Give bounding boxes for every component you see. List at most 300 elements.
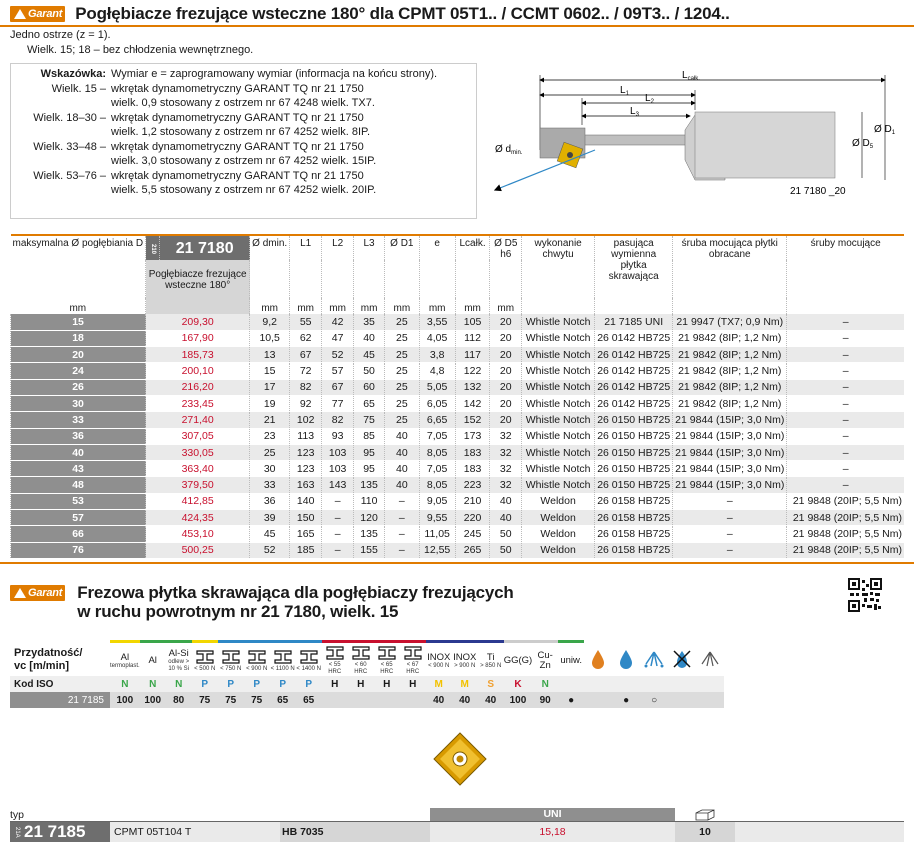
table-cell: 36: [250, 493, 290, 509]
cutting-speed: 40: [478, 692, 504, 708]
table-cell: Whistle Notch: [522, 395, 595, 411]
table-cell: –: [322, 526, 354, 542]
article-number[interactable]: 21 7185: [24, 822, 86, 841]
table-cell: 45: [354, 347, 385, 363]
table-cell: –: [787, 395, 904, 411]
iso-code: P: [192, 676, 218, 692]
steel-profile-icon: [403, 646, 423, 660]
material-spec: > 850 N: [480, 662, 502, 669]
table-cell: 132: [455, 379, 490, 395]
material-table: [10, 640, 724, 708]
table-cell: –: [385, 493, 420, 509]
table-cell: 50: [490, 542, 522, 558]
table-cell: –: [787, 314, 904, 330]
table-cell: 26 0150 HB725: [595, 461, 673, 477]
table-cell: 39: [250, 510, 290, 526]
iso-code: P: [218, 676, 244, 692]
table-cell: Whistle Notch: [522, 363, 595, 379]
coolant-column: [640, 642, 668, 677]
table-cell: 13: [250, 347, 290, 363]
table-row: [11, 444, 905, 460]
table-cell: 21 9842 (8IP; 1,2 Nm): [673, 379, 787, 395]
iso-code: H: [374, 676, 400, 692]
table-cell: –: [673, 510, 787, 526]
table-cell: 120: [354, 510, 385, 526]
table-cell: 32: [490, 444, 522, 460]
table-cell: Whistle Notch: [522, 314, 595, 330]
table-cell: 26 0150 HB725: [595, 428, 673, 444]
table-cell: 20: [490, 412, 522, 428]
table-cell: 26 0150 HB725: [595, 477, 673, 493]
table-cell: 85: [354, 428, 385, 444]
diameter-cell: 20: [11, 347, 146, 363]
note-key: Wielk. 33–48 –: [33, 140, 106, 153]
iso-code: S: [478, 676, 504, 692]
table-cell: –: [673, 542, 787, 558]
iso-code: N: [110, 676, 140, 692]
table-cell: 20: [490, 347, 522, 363]
material-column: [166, 642, 192, 677]
qr-code-icon[interactable]: [848, 578, 882, 612]
note-key: Wielk. 53–76 –: [33, 169, 106, 182]
table-cell: 40: [490, 493, 522, 509]
dim-l3: $L_3$: [630, 106, 639, 118]
cutting-speed: 65: [296, 692, 322, 708]
note-label: Wskazówka:: [40, 68, 106, 80]
iso-code: M: [426, 676, 452, 692]
note-key: Wielk. 18–30 –: [33, 111, 106, 124]
table-cell: Weldon: [522, 493, 595, 509]
table-cell: 25: [250, 444, 290, 460]
article-description: Pogłębiacze frezujące wsteczne 180°: [146, 260, 250, 298]
table-cell: 105: [455, 314, 490, 330]
table-cell: 183: [455, 444, 490, 460]
table-cell: 26 0158 HB725: [595, 526, 673, 542]
table-cell: Whistle Notch: [522, 444, 595, 460]
table-cell: –: [322, 510, 354, 526]
dim-d1: Ø $D_1$: [874, 124, 896, 136]
table-cell: 223: [455, 477, 490, 493]
table-cell: 20: [490, 314, 522, 330]
table-row: [11, 542, 905, 558]
price-cell: 424,35: [146, 510, 250, 526]
table-cell: –: [787, 363, 904, 379]
material-name: Al: [120, 651, 130, 663]
coolant-mark: ●: [612, 692, 640, 708]
steel-profile-icon: [377, 646, 397, 660]
table-cell: 117: [455, 347, 490, 363]
table-cell: 21 9842 (8IP; 1,2 Nm): [673, 347, 787, 363]
material-spec: < 500 N: [194, 665, 216, 672]
table-cell: 4,05: [419, 330, 455, 346]
price-cell: 167,90: [146, 330, 250, 346]
table-cell: 173: [455, 428, 490, 444]
table-cell: 26 0142 HB725: [595, 395, 673, 411]
col-header: Ø D5 h6: [490, 235, 522, 298]
note-line: wkrętak dynamometryczny GARANT TQ nr 21 1750: [111, 82, 364, 95]
table-row: [11, 477, 905, 493]
unit: mm: [290, 298, 322, 314]
table-cell: 26 0158 HB725: [595, 493, 673, 509]
table-cell: 92: [290, 395, 322, 411]
table-cell: 52: [322, 347, 354, 363]
diameter-cell: 48: [11, 477, 146, 493]
table-cell: 26 0158 HB725: [595, 510, 673, 526]
table-cell: 210: [455, 493, 490, 509]
coolant-mark: [668, 692, 696, 708]
table-cell: 32: [490, 477, 522, 493]
table-cell: 35: [354, 314, 385, 330]
cutting-speed: [400, 692, 426, 708]
table-row: [11, 363, 905, 379]
vc-label: vc [m/min]: [14, 660, 70, 673]
table-cell: 155: [354, 542, 385, 558]
col-header: Lcałk.: [455, 235, 490, 298]
table-cell: –: [787, 477, 904, 493]
table-cell: 135: [354, 526, 385, 542]
table-cell: 21 9848 (20IP; 5,5 Nm): [787, 493, 904, 509]
intro-line: Wielk. 15; 18 – bez chłodzenia wewnętrznego.: [27, 44, 254, 56]
material-name: uniw.: [560, 655, 583, 666]
cutting-speed: 80: [166, 692, 192, 708]
price-cell: 233,45: [146, 395, 250, 411]
unit: mm: [250, 298, 290, 314]
material-spec: < 900 N: [428, 662, 450, 669]
price-cell: 500,25: [146, 542, 250, 558]
table-cell: –: [322, 493, 354, 509]
material-column: [140, 642, 166, 677]
cutting-speed: 75: [218, 692, 244, 708]
table-cell: Weldon: [522, 542, 595, 558]
table-cell: Whistle Notch: [522, 412, 595, 428]
material-spec: termoplast.: [110, 662, 140, 669]
table-cell: 4,8: [419, 363, 455, 379]
steel-profile-icon: [221, 650, 241, 664]
note-box: [10, 63, 477, 219]
garant-logo: [10, 6, 65, 22]
material-name: INOX: [453, 651, 477, 663]
table-cell: 142: [455, 395, 490, 411]
table-row: [11, 526, 905, 542]
table-cell: 6,65: [419, 412, 455, 428]
unit: mm: [419, 298, 455, 314]
steel-profile-icon: [299, 650, 319, 664]
table-cell: Weldon: [522, 526, 595, 542]
table-cell: 21 9947 (TX7; 0,9 Nm): [673, 314, 787, 330]
table-cell: 265: [455, 542, 490, 558]
table-cell: –: [787, 347, 904, 363]
divider: [0, 25, 914, 27]
garant-logo-icon: [13, 8, 27, 20]
iso-code: P: [244, 676, 270, 692]
article-ref: 21 7185: [10, 692, 110, 708]
table-cell: 47: [322, 330, 354, 346]
unit: mm: [322, 298, 354, 314]
unit: mm: [490, 298, 522, 314]
price-cell: 330,05: [146, 444, 250, 460]
iso-code: N: [532, 676, 558, 692]
table-cell: –: [787, 461, 904, 477]
material-name: Ti: [486, 651, 495, 663]
table-cell: –: [385, 526, 420, 542]
brand-name: Garant: [28, 587, 63, 599]
vc-row: [10, 692, 724, 708]
typ-label: typ: [10, 808, 25, 821]
diameter-cell: 57: [11, 510, 146, 526]
note-line: wkrętak dynamometryczny GARANT TQ nr 21 1750: [111, 140, 364, 153]
iso-code: N: [166, 676, 192, 692]
table-cell: 65: [354, 395, 385, 411]
table-cell: 10,5: [250, 330, 290, 346]
coolant-iso: [584, 676, 612, 692]
coolant-mark: [696, 692, 724, 708]
table-cell: 32: [490, 461, 522, 477]
steel-profile-icon: [351, 646, 371, 660]
table-row: [11, 395, 905, 411]
note-line: Wymiar e = zaprogramowany wymiar (informacja na końcu strony).: [111, 68, 438, 80]
table-cell: 93: [322, 428, 354, 444]
table-cell: 50: [490, 526, 522, 542]
diameter-cell: 26: [11, 379, 146, 395]
col-header: L2: [322, 235, 354, 298]
cutting-speed: 75: [244, 692, 270, 708]
vertical-tag: 210: [146, 235, 160, 260]
table-cell: 102: [290, 412, 322, 428]
table-cell: 40: [385, 444, 420, 460]
cutting-speed: [348, 692, 374, 708]
table-cell: 33: [250, 477, 290, 493]
table-cell: 52: [250, 542, 290, 558]
diameter-cell: 24: [11, 363, 146, 379]
garant-logo-icon: [13, 587, 27, 599]
brand-name: Garant: [28, 8, 63, 20]
table-cell: 7,05: [419, 428, 455, 444]
table-cell: 20: [490, 363, 522, 379]
table-cell: 150: [290, 510, 322, 526]
table-cell: 26 0142 HB725: [595, 379, 673, 395]
table-cell: 7,05: [419, 461, 455, 477]
table-cell: 163: [290, 477, 322, 493]
table-cell: –: [322, 542, 354, 558]
material-column: [532, 642, 558, 677]
iso-code: H: [348, 676, 374, 692]
table-cell: 25: [385, 395, 420, 411]
dim-l2: $L_2$: [645, 93, 654, 105]
unit: mm: [385, 298, 420, 314]
product-table: [10, 234, 904, 559]
table-cell: 20: [490, 395, 522, 411]
insert-description: CPMT 05T104 T: [114, 826, 192, 838]
table-cell: 245: [455, 526, 490, 542]
spray-icon: [643, 648, 665, 670]
col-header: śruby mocujące: [787, 235, 904, 298]
material-name: Al-Si: [168, 648, 189, 659]
diameter-cell: 43: [11, 461, 146, 477]
diameter-cell: 18: [11, 330, 146, 346]
material-name: Cu-Zn: [537, 650, 553, 671]
table-cell: 21 9842 (8IP; 1,2 Nm): [673, 395, 787, 411]
table-cell: 25: [385, 363, 420, 379]
unit: mm: [354, 298, 385, 314]
table-cell: 30: [250, 461, 290, 477]
table-cell: Whistle Notch: [522, 477, 595, 493]
material-spec: < 60 HRC: [354, 662, 368, 675]
material-spec: < 750 N: [220, 665, 242, 672]
iso-label: Kod ISO: [10, 676, 110, 692]
table-cell: 45: [250, 526, 290, 542]
table-row: [11, 379, 905, 395]
table-cell: 67: [290, 347, 322, 363]
quantity: 10: [675, 822, 735, 842]
section2-title: Frezowa płytka skrawająca dla pogłębiaczy frezujących: [77, 583, 514, 602]
iso-code: N: [140, 676, 166, 692]
note-line: wielk. 3,0 stosowany z ostrzem nr 67 4252 wielk. 15IP.: [111, 155, 377, 167]
table-cell: Weldon: [522, 510, 595, 526]
col-header: wykonanie chwytu: [522, 235, 595, 298]
table-cell: 135: [354, 477, 385, 493]
divider: [0, 562, 914, 564]
table-cell: 95: [354, 444, 385, 460]
table-cell: 26 0158 HB725: [595, 542, 673, 558]
table-cell: 50: [354, 363, 385, 379]
steel-profile-icon: [247, 650, 267, 664]
cutting-speed: 90: [532, 692, 558, 708]
table-body: [11, 314, 905, 558]
table-cell: 9,05: [419, 493, 455, 509]
table-row: [11, 461, 905, 477]
table-cell: 103: [322, 444, 354, 460]
table-cell: 25: [385, 330, 420, 346]
table-cell: 8,05: [419, 477, 455, 493]
material-name: Al: [148, 655, 157, 666]
material-spec: < 65 HRC: [380, 662, 394, 675]
table-cell: 72: [290, 363, 322, 379]
table-cell: 9,2: [250, 314, 290, 330]
material-spec: > 900 N: [454, 662, 476, 669]
table-cell: 23: [250, 428, 290, 444]
diameter-cell: 53: [11, 493, 146, 509]
table-cell: 5,05: [419, 379, 455, 395]
price: 15,18: [539, 826, 566, 838]
coolant-iso: [640, 676, 668, 692]
table-cell: –: [385, 510, 420, 526]
table-cell: –: [673, 493, 787, 509]
table-cell: –: [787, 412, 904, 428]
table-cell: Whistle Notch: [522, 461, 595, 477]
table-cell: 21 9842 (8IP; 1,2 Nm): [673, 363, 787, 379]
drop-blue-icon: [615, 648, 637, 670]
table-cell: 21 9844 (15IP; 3,0 Nm): [673, 412, 787, 428]
table-cell: 42: [322, 314, 354, 330]
steel-profile-icon: [195, 650, 215, 664]
table-cell: 112: [455, 330, 490, 346]
note-line: wielk. 1,2 stosowany z ostrzem nr 67 4252 wielk. 8IP.: [111, 126, 371, 138]
material-spec: < 55 HRC: [328, 662, 342, 675]
table-cell: –: [787, 444, 904, 460]
steel-profile-icon: [273, 650, 293, 664]
table-cell: –: [385, 542, 420, 558]
vertical-tag: 21A: [14, 826, 20, 838]
cutting-speed: [374, 692, 400, 708]
table-cell: –: [673, 526, 787, 542]
table-row: [11, 428, 905, 444]
intro-text: [10, 28, 253, 58]
table-row: [11, 493, 905, 509]
col-header: śruba mocująca płytki obracane: [673, 235, 787, 298]
material-spec: < 900 N: [246, 665, 268, 672]
table-cell: 21: [250, 412, 290, 428]
iso-code: P: [270, 676, 296, 692]
iso-code: [558, 676, 584, 692]
table-cell: –: [787, 330, 904, 346]
note-line: wkrętak dynamometryczny GARANT TQ nr 21 1750: [111, 169, 364, 182]
table-cell: 183: [455, 461, 490, 477]
table-row: [11, 412, 905, 428]
table-cell: 165: [290, 526, 322, 542]
coolant-column: [612, 642, 640, 677]
diameter-cell: 40: [11, 444, 146, 460]
table-cell: 26 0142 HB725: [595, 363, 673, 379]
iso-code: M: [452, 676, 478, 692]
cutting-speed: 100: [504, 692, 533, 708]
table-cell: 40: [354, 330, 385, 346]
material-column: [192, 642, 218, 677]
material-column: [374, 642, 400, 677]
table-cell: 123: [290, 444, 322, 460]
coolant-column: [584, 642, 612, 677]
suitability-text: Przydatność/: [14, 647, 83, 660]
material-name: INOX: [427, 651, 451, 663]
iso-code: K: [504, 676, 533, 692]
table-cell: 20: [490, 330, 522, 346]
table-cell: 21 9844 (15IP; 3,0 Nm): [673, 461, 787, 477]
note-key: Wielk. 15 –: [51, 82, 106, 95]
page-header: [10, 4, 730, 24]
iso-code: H: [400, 676, 426, 692]
material-column: [218, 642, 244, 677]
table-cell: 25: [385, 412, 420, 428]
material-spec: < 67 HRC: [406, 662, 420, 675]
table-cell: 8,05: [419, 444, 455, 460]
air-icon: [699, 648, 721, 670]
table-cell: 55: [290, 314, 322, 330]
table-cell: 220: [455, 510, 490, 526]
table-cell: 21 9844 (15IP; 3,0 Nm): [673, 477, 787, 493]
drop-icon: [587, 648, 609, 670]
table-cell: 103: [322, 461, 354, 477]
diameter-cell: 15: [11, 314, 146, 330]
table-cell: 21 9844 (15IP; 3,0 Nm): [673, 428, 787, 444]
material-spec: < 1400 N: [296, 665, 321, 672]
dim-l1: $L_1$: [620, 85, 629, 97]
material-column: [348, 642, 374, 677]
material-column: [558, 642, 584, 677]
diameter-cell: 66: [11, 526, 146, 542]
cutting-speed: [322, 692, 348, 708]
table-cell: 21 9844 (15IP; 3,0 Nm): [673, 444, 787, 460]
table-cell: 21 7185 UNI: [595, 314, 673, 330]
table-cell: 185: [290, 542, 322, 558]
table-cell: –: [787, 428, 904, 444]
drawing-ref: 21 7180 _20: [790, 186, 846, 197]
coolant-column: [696, 642, 724, 677]
table-cell: 6,05: [419, 395, 455, 411]
table-cell: 11,05: [419, 526, 455, 542]
material-column: [270, 642, 296, 677]
cutting-speed: ●: [558, 692, 584, 708]
table-cell: Whistle Notch: [522, 428, 595, 444]
cutting-speed: 100: [140, 692, 166, 708]
